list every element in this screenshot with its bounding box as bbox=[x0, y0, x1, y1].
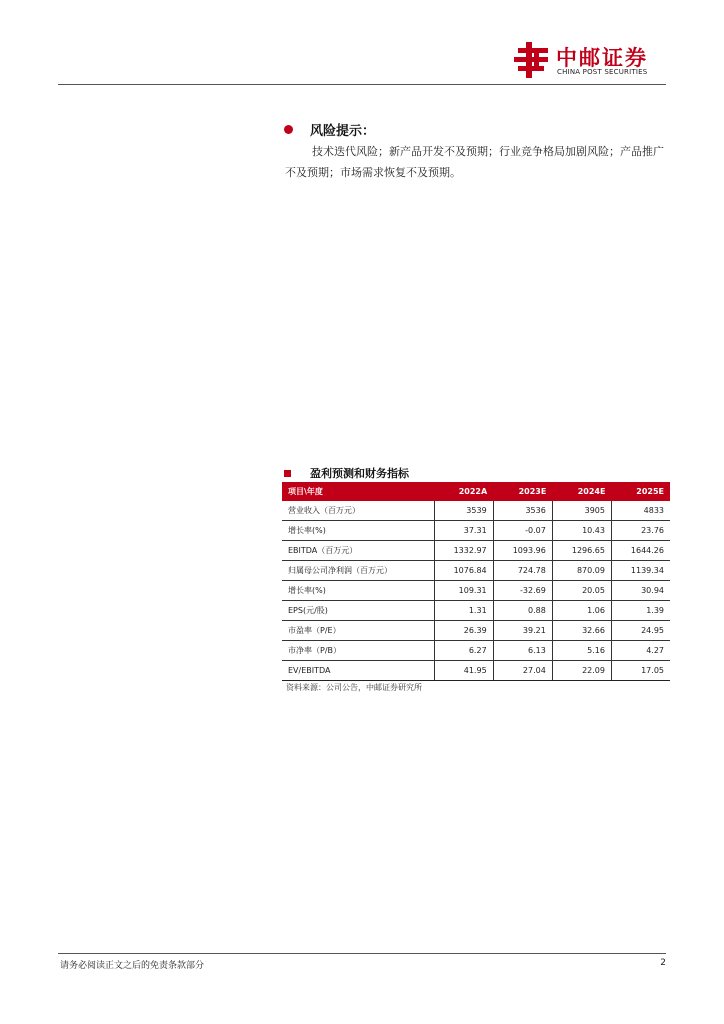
row-value: 5.16 bbox=[552, 641, 611, 661]
row-label: 市净率（P/B） bbox=[282, 641, 434, 661]
header-divider bbox=[58, 84, 666, 85]
row-value: 3539 bbox=[434, 501, 493, 521]
row-value: 0.88 bbox=[493, 601, 552, 621]
row-value: 1.31 bbox=[434, 601, 493, 621]
table-row bbox=[282, 621, 670, 641]
row-value: 26.39 bbox=[434, 621, 493, 641]
row-value: 3536 bbox=[493, 501, 552, 521]
row-value: 4833 bbox=[611, 501, 670, 521]
row-value: -0.07 bbox=[493, 521, 552, 541]
row-value: 1093.96 bbox=[493, 541, 552, 561]
row-value: 6.27 bbox=[434, 641, 493, 661]
table-source: 资料来源：公司公告，中邮证券研究所 bbox=[286, 683, 422, 692]
row-value: 3905 bbox=[552, 501, 611, 521]
table-row bbox=[282, 661, 670, 681]
row-value: 724.78 bbox=[493, 561, 552, 581]
row-value: 1332.97 bbox=[434, 541, 493, 561]
row-value: 30.94 bbox=[611, 581, 670, 601]
row-value: 10.43 bbox=[552, 521, 611, 541]
row-value: 870.09 bbox=[552, 561, 611, 581]
row-value: 37.31 bbox=[434, 521, 493, 541]
row-label: 增长率(%) bbox=[282, 521, 434, 541]
row-value: 1139.34 bbox=[611, 561, 670, 581]
row-value: 1644.26 bbox=[611, 541, 670, 561]
table-row bbox=[282, 581, 670, 601]
table-title: 盈利预测和财务指标 bbox=[310, 467, 409, 480]
year-header: 2023E bbox=[493, 482, 552, 501]
row-value: 20.05 bbox=[552, 581, 611, 601]
row-label: 增长率(%) bbox=[282, 581, 434, 601]
table-row bbox=[282, 501, 670, 521]
row-value: 22.09 bbox=[552, 661, 611, 681]
row-value: 39.21 bbox=[493, 621, 552, 641]
square-bullet-icon bbox=[284, 470, 291, 477]
row-value: 4.27 bbox=[611, 641, 670, 661]
row-value: 27.04 bbox=[493, 661, 552, 681]
row-value: 24.95 bbox=[611, 621, 670, 641]
row-label: EPS(元/股) bbox=[282, 601, 434, 621]
row-value: -32.69 bbox=[493, 581, 552, 601]
logo-chinese-text: 中邮证券 bbox=[556, 46, 648, 70]
china-post-logo-icon bbox=[512, 40, 552, 82]
financial-forecast-table bbox=[282, 482, 670, 681]
table-row bbox=[282, 521, 670, 541]
year-header: 2022A bbox=[434, 482, 493, 501]
table-row bbox=[282, 601, 670, 621]
row-value: 41.95 bbox=[434, 661, 493, 681]
row-value: 17.05 bbox=[611, 661, 670, 681]
year-header: 2025E bbox=[611, 482, 670, 501]
row-value: 1296.65 bbox=[552, 541, 611, 561]
row-value: 109.31 bbox=[434, 581, 493, 601]
footer-disclaimer: 请务必阅读正文之后的免责条款部分 bbox=[60, 961, 205, 971]
page-number: 2 bbox=[660, 958, 666, 968]
year-header: 2024E bbox=[552, 482, 611, 501]
row-value: 1.06 bbox=[552, 601, 611, 621]
row-value: 23.76 bbox=[611, 521, 670, 541]
row-label: 市盈率（P/E） bbox=[282, 621, 434, 641]
header-label-cell: 项目\年度 bbox=[282, 482, 434, 501]
row-value: 32.66 bbox=[552, 621, 611, 641]
risk-text: 技术迭代风险；新产品开发不及预期；行业竞争格局加剧风险；产品推广不及预期；市场需求恢复不及预期。 bbox=[285, 145, 664, 179]
table-row bbox=[282, 561, 670, 581]
logo-english-text: CHINA POST SECURITIES bbox=[557, 68, 648, 76]
row-value: 1076.84 bbox=[434, 561, 493, 581]
table-row bbox=[282, 541, 670, 561]
row-label: 归属母公司净利润（百万元） bbox=[282, 561, 434, 581]
risk-title: 风险提示： bbox=[310, 124, 376, 139]
company-logo bbox=[512, 40, 672, 84]
footer-divider bbox=[58, 953, 666, 954]
row-value: 1.39 bbox=[611, 601, 670, 621]
row-label: EV/EBITDA bbox=[282, 661, 434, 681]
bullet-icon bbox=[284, 125, 293, 134]
row-label: EBITDA（百万元） bbox=[282, 541, 434, 561]
table-header-row bbox=[282, 482, 670, 501]
table-row bbox=[282, 641, 670, 661]
row-value: 6.13 bbox=[493, 641, 552, 661]
row-label: 营业收入（百万元） bbox=[282, 501, 434, 521]
